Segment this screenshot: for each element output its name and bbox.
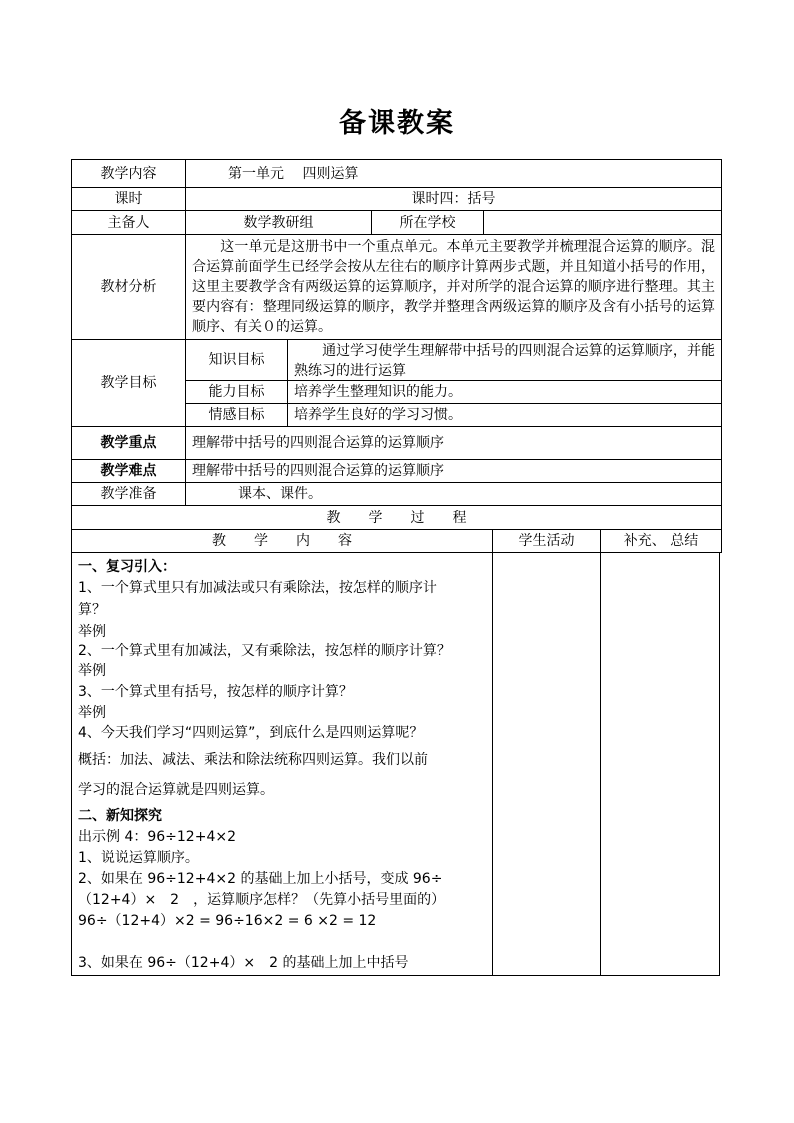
school-label: 所在学校 [371,210,484,235]
process-header: 教 学 过 程 [71,505,722,530]
new-2c: 96÷（12+4）×2 = 96÷16×2 = 6 ×2 = 12 [78,913,377,929]
new-1: 1、说说运算顺序。 [78,850,199,866]
prep-label: 教学准备 [71,482,186,506]
prep-text: 课本、课件。 [185,482,722,506]
content-value: 第一单元 四则运算 [185,159,722,188]
preparer-label: 主备人 [71,210,186,235]
content-label: 教学内容 [71,159,186,188]
new-3: 3、如果在 96÷（12+4）× 2 的基础上加上中括号 [78,955,409,971]
new-2a: 2、如果在 96÷12+4×2 的基础上加上小括号，变成 96÷ [78,871,443,887]
goal-ability-label: 能力目标 [185,380,288,404]
summary-column [600,552,720,976]
period-value: 课时四：括号 [185,187,722,211]
section-explore-heading: 二、新知探究 [78,808,162,824]
col-activity-header: 学生活动 [492,529,601,553]
goal-knowledge-label: 知识目标 [185,339,288,381]
school-value [483,210,722,235]
example-1: 举例 [78,624,106,640]
section-review-heading: 一、复习引入： [78,559,176,575]
summary-line-2: 学习的混合运算就是四则运算。 [78,782,274,798]
col-content-header: 教 学 内 容 [71,529,493,553]
difficulty-text: 理解带中括号的四则混合运算的运算顺序 [185,459,722,483]
goal-emotion-text: 培养学生良好的学习习惯。 [287,403,722,427]
period-label: 课时 [71,187,186,211]
summary-line-1: 概括：加法、减法、乘法和除法统称四则运算。我们以前 [78,752,428,768]
key-label: 教学重点 [71,426,186,460]
page-title: 备课教案 [339,108,455,139]
preparer-value: 数学教研组 [185,210,372,235]
goal-emotion-label: 情感目标 [185,403,288,427]
activity-column [492,552,601,976]
question-1b: 算？ [78,602,106,618]
analysis-label: 教材分析 [71,234,186,340]
new-2b: （12+4）× 2 ，运算顺序怎样？（先算小括号里面的） [78,892,446,908]
goal-ability-text: 培养学生整理知识的能力。 [287,380,722,404]
goal-knowledge-text: 通过学习使学生理解带中括号的四则混合运算的运算顺序，并能熟练习的进行运算 [287,339,722,381]
example-show: 出示例 4：96÷12+4×2 [78,829,236,845]
question-1a: 1、一个算式里只有加减法或只有乘除法，按怎样的顺序计 [78,580,437,596]
col-summary-header: 补充、 总结 [600,529,722,553]
key-text: 理解带中括号的四则混合运算的运算顺序 [185,426,722,460]
example-2: 举例 [78,663,106,679]
question-2: 2、一个算式里有加减法，又有乘除法，按怎样的顺序计算？ [78,643,451,659]
question-4: 4、今天我们学习“四则运算”，到底什么是四则运算呢？ [78,725,424,741]
example-3: 举例 [78,705,106,721]
analysis-text: 这一单元是这册书中一个重点单元。本单元主要教学并梳理混合运算的顺序。混合运算前面学生已经学会按从左往右的顺序计算两步式题，并且知道小括号的作用，这里主要教学含有两级运算的运算顺序，并对所学的混合运算的顺序进行整理。其主要内容有：整理同级运算的顺序，教学并整理含两级运算的顺序及含有小括号的运算顺序、有关０的运算。 [185,234,722,340]
question-3: 3、一个算式里有括号，按怎样的顺序计算？ [78,684,353,700]
goals-label: 教学目标 [71,339,186,427]
difficulty-label: 教学难点 [71,459,186,483]
